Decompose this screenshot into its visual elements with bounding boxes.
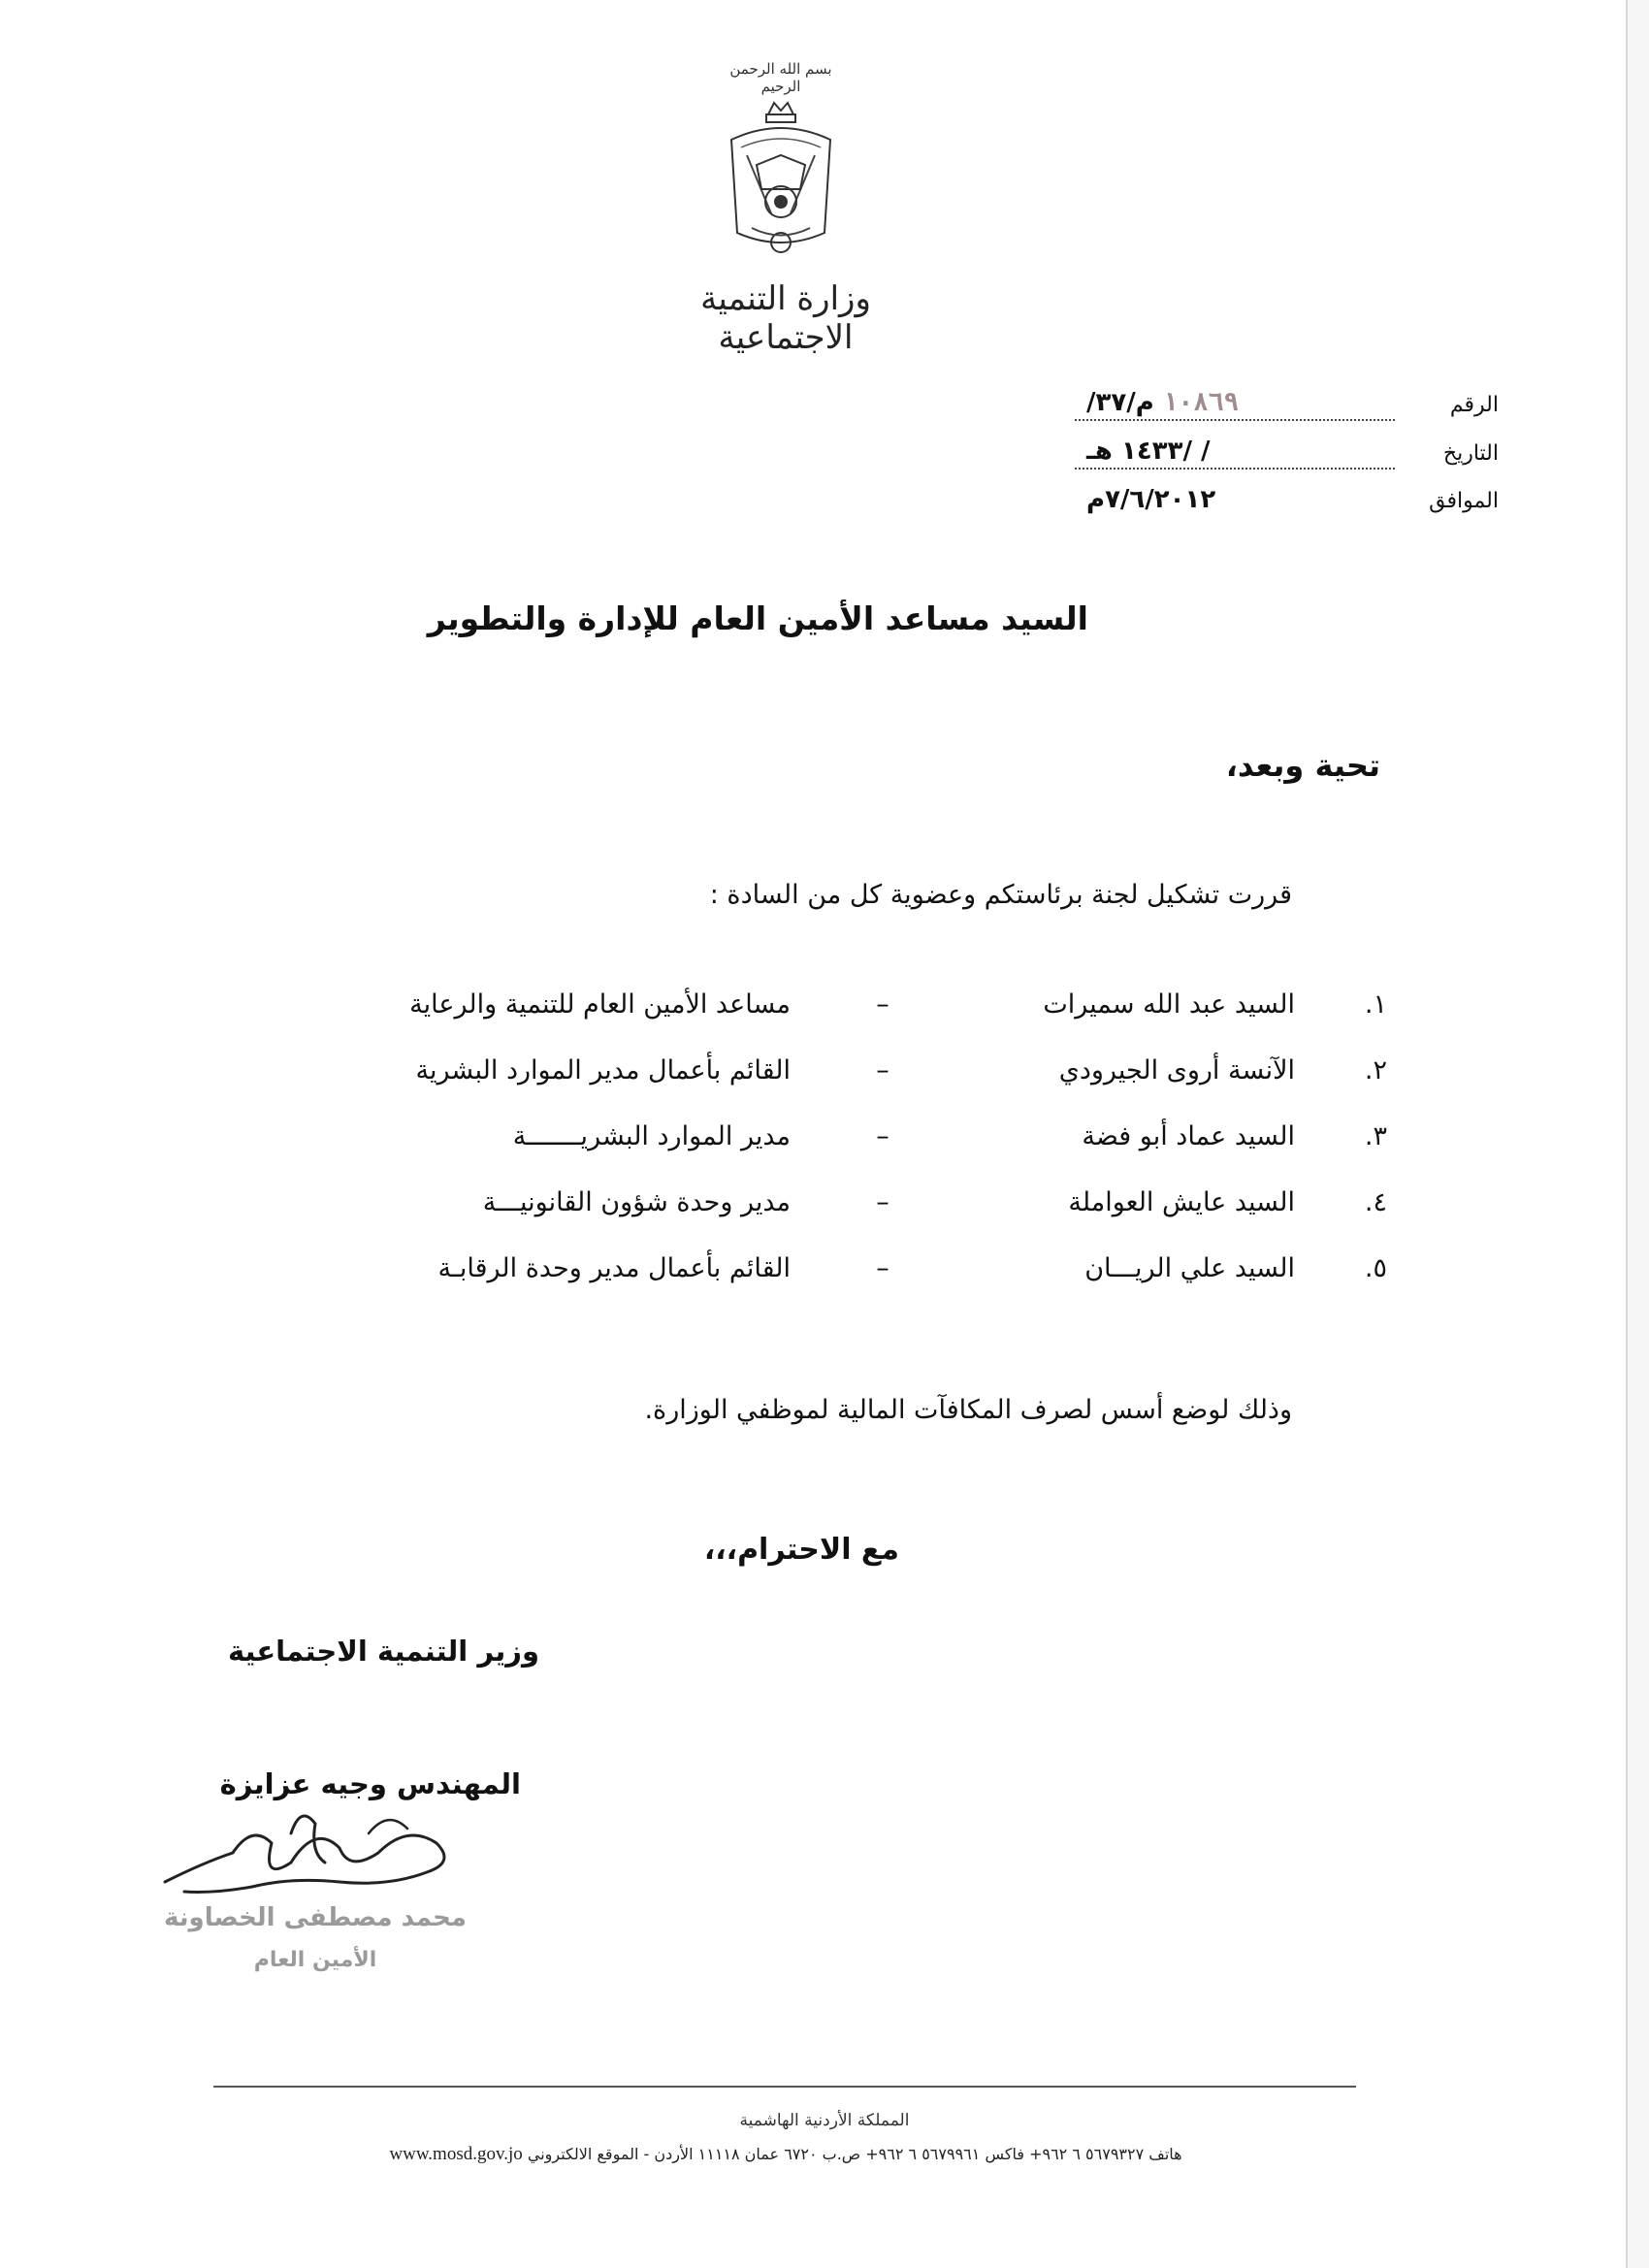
member-number: ١. (1364, 989, 1387, 1020)
member-name: السيد عايش العواملة (1068, 1187, 1295, 1217)
committee-member (369, 1187, 1387, 1253)
member-number: ٢. (1364, 1055, 1387, 1085)
footer-divider (213, 2086, 1356, 2088)
member-dash: – (876, 1121, 889, 1151)
member-role: مساعد الأمين العام للتنمية والرعاية (409, 989, 791, 1020)
member-dash: – (876, 1187, 889, 1217)
member-name: الآنسة أروى الجيرودي (1058, 1055, 1295, 1085)
committee-member (369, 989, 1387, 1055)
member-role: القائم بأعمال مدير الموارد البشرية (415, 1055, 791, 1085)
reference-corresponding-row (1075, 485, 1499, 524)
member-name: السيد علي الريـــان (1084, 1253, 1295, 1283)
reference-date-line (1075, 437, 1395, 470)
jordan-coat-of-arms-icon (718, 97, 844, 262)
reference-number-value (1086, 388, 1239, 417)
stamp-name: محمد مصطفى الخصاونة (164, 1903, 467, 1932)
member-number: ٤. (1364, 1187, 1387, 1217)
member-dash: – (876, 989, 889, 1020)
footer-website-link[interactable]: www.mosd.gov.jo (389, 2144, 523, 2164)
committee-member (369, 1055, 1387, 1121)
member-role: مدير الموارد البشريـــــــة (512, 1121, 791, 1151)
page-edge (1626, 0, 1649, 2268)
reference-number-label: الرقم (1449, 392, 1499, 417)
reference-corresponding-line (1075, 485, 1395, 516)
footer-contact (296, 2144, 1276, 2165)
addressee: السيد مساعد الأمين العام للإدارة والتطوير (427, 599, 1088, 637)
basmala: بسم الله الرحمن الرحيم (729, 60, 832, 95)
closing-salutation: مع الاحترام،،، (703, 1533, 899, 1567)
reference-number-line (1075, 388, 1395, 421)
member-dash: – (876, 1055, 889, 1085)
reference-date-value: / /١٤٣٣ هـ (1086, 437, 1211, 466)
sender-name: المهندس وجيه عزايزة (219, 1767, 521, 1800)
greeting: تحية وبعد، (1225, 747, 1380, 784)
reference-date-row (1075, 437, 1499, 475)
member-role: مدير وحدة شؤون القانونيـــة (482, 1187, 791, 1217)
committee-list (369, 989, 1387, 1319)
official-stamp (155, 1903, 475, 1972)
stamp-title: الأمين العام (253, 1948, 377, 1972)
member-dash: – (876, 1253, 889, 1283)
intro-paragraph: قررت تشكيل لجنة برئاستكم وعضوية كل من السادة : (709, 880, 1292, 910)
reference-number-prefix: م/٣٧/ (1086, 388, 1154, 417)
committee-member (369, 1121, 1387, 1187)
committee-member (369, 1253, 1387, 1319)
member-name: السيد عماد أبو فضة (1082, 1121, 1295, 1151)
member-number: ٥. (1364, 1253, 1387, 1283)
footer-contact-text: هاتف ٥٦٧٩٣٢٧ ٦ ٩٦٢+ فاكس ٥٦٧٩٩٦١ ٦ ٩٦٢+ ص.ب ٦٧٢٠ عمان ١١١١٨ الأردن - الموقع الالكتروني (527, 2145, 1182, 2163)
reference-number-stamp: ١٠٨٦٩ (1162, 388, 1240, 417)
footer-kingdom: المملكة الأردنية الهاشمية (739, 2111, 910, 2130)
purpose-paragraph: وذلك لوضع أسس لصرف المكافآت المالية لموظفي الوزارة. (644, 1395, 1292, 1425)
member-number: ٣. (1364, 1121, 1387, 1151)
reference-corresponding-value: ٧/٦/٢٠١٢م (1086, 485, 1216, 514)
reference-corresponding-label: الموافق (1429, 488, 1499, 513)
member-role: القائم بأعمال مدير وحدة الرقابـة (437, 1253, 791, 1283)
reference-date-label: التاريخ (1442, 440, 1499, 466)
reference-number-row (1075, 388, 1499, 427)
ministry-name: وزارة التنمية الاجتماعية (700, 279, 871, 357)
sender-title: وزير التنمية الاجتماعية (227, 1635, 539, 1668)
member-name: السيد عبد الله سميرات (1043, 989, 1295, 1020)
